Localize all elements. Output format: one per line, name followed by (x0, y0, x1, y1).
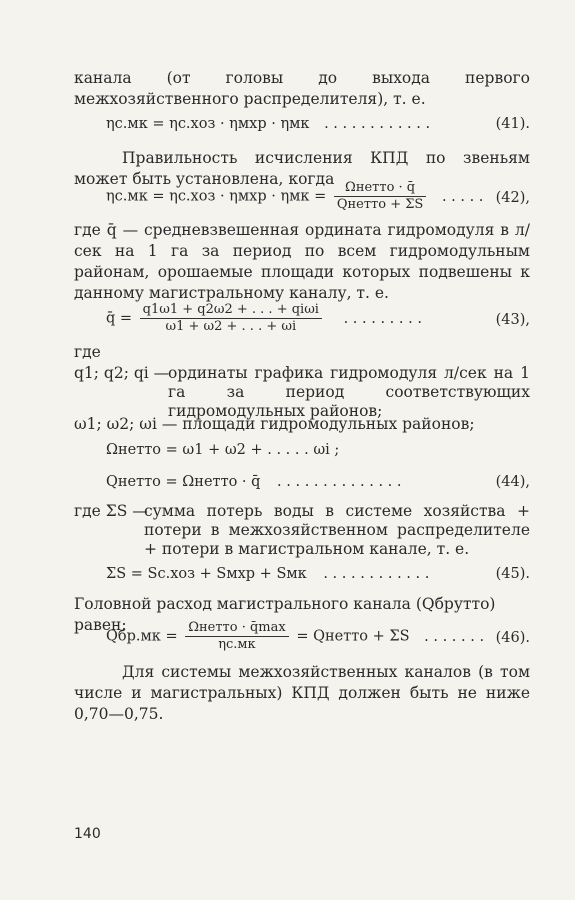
equation-41 (106, 116, 530, 132)
equation-45-body: ΣS = Sс.хоз + Sмхр + Sмк (106, 566, 307, 582)
paragraph-head-discharge: Головной расход магистрального канала (Qбрутто) равен: (74, 595, 496, 634)
equation-44-body: Qнетто = Ωнетто · q̄ (106, 474, 261, 490)
equation-43-dots: . . . . . . . . . (343, 310, 422, 327)
page-number: 140 (74, 826, 101, 842)
paragraph-kpd-check: Правильность исчисления КПД по звеньям может быть установлена, когда (74, 149, 530, 188)
paragraph-q-definition: где q̄ — средневзвешенная ордината гидромодуля в л/сек на 1 га за период по всем гидромодульным районам, орошаемые площади которых подвешены к данному магистральному каналу, т. е. (74, 221, 530, 302)
equation-42-fraction (334, 180, 426, 213)
equation-45-dots: . . . . . . . . . . . . (323, 566, 430, 582)
equation-44-dots: . . . . . . . . . . . . . . (277, 474, 402, 490)
equation-46-numerator: Ωнетто · q̄max (185, 620, 288, 637)
equation-42 (106, 180, 530, 220)
equation-41-body: ηс.мк = ηс.хоз · ηмхр · ηмк (106, 116, 310, 132)
equation-43 (106, 302, 530, 342)
equation-44-number: (44), (495, 474, 530, 490)
equation-43-numerator: q1ω1 + q2ω2 + . . . + qiωi (140, 302, 322, 319)
definition-sum-losses-term: где ΣS — (74, 502, 148, 520)
equation-45-number: (45). (495, 566, 530, 582)
definition-q-body: ординаты графика гидромодуля л/сек на 1 га за период соответствующих гидромодульных районов; (168, 364, 530, 420)
intro-paragraph: канала (от головы до выхода первого межхозяйственного распределителя), т. е. (74, 69, 530, 108)
equation-41-number: (41). (495, 116, 530, 132)
equation-42-numerator: Ωнетто · q̄ (334, 180, 426, 197)
equation-42-number: (42), (495, 190, 530, 206)
equation-42-denominator: Qнетто + ΣS (336, 197, 424, 212)
equation-41-dots: . . . . . . . . . . . . (324, 116, 431, 132)
definition-omega: ω1; ω2; ωi — площади гидромодульных районов; (74, 415, 475, 433)
equation-46-number: (46). (495, 630, 530, 646)
equation-46-fraction (185, 620, 288, 653)
equation-45 (106, 566, 530, 582)
equation-46-lhs: Qбр.мк = (106, 628, 178, 645)
definition-q (74, 364, 530, 420)
equation-43-fraction (140, 302, 322, 335)
equation-46-dots: . . . . . . . (424, 628, 485, 645)
equation-omega-netto: Ωнетто = ω1 + ω2 + . . . . . ωi ; (106, 442, 340, 458)
equation-46-denominator: ηс.мк (218, 637, 256, 652)
equation-43-number: (43), (495, 312, 530, 328)
definition-sum-losses (74, 502, 530, 562)
paragraph-kpd-minimum: Для системы межхозяйственных каналов (в том числе и магистральных) КПД должен быть не ниже 0,70—0,75. (74, 663, 530, 723)
equation-43-lhs: q̄ = (106, 310, 133, 327)
equation-44 (106, 474, 530, 490)
equation-42-lhs: ηс.мк = ηс.хоз · ηмхр · ηмк = (106, 188, 327, 205)
equation-46-rhs: = Qнетто + ΣS (296, 628, 410, 645)
definition-q-term: q1; q2; qi — (74, 364, 170, 382)
equation-43-denominator: ω1 + ω2 + . . . + ωi (165, 319, 297, 334)
where-label: где (74, 343, 101, 361)
equation-42-dots: . . . . . (441, 188, 484, 205)
definition-sum-losses-body: сумма потерь воды в системе хозяйства + потери в межхозяйственном распределителе + потери в магистральном канале, т. е. (144, 502, 530, 558)
equation-46 (106, 620, 530, 660)
